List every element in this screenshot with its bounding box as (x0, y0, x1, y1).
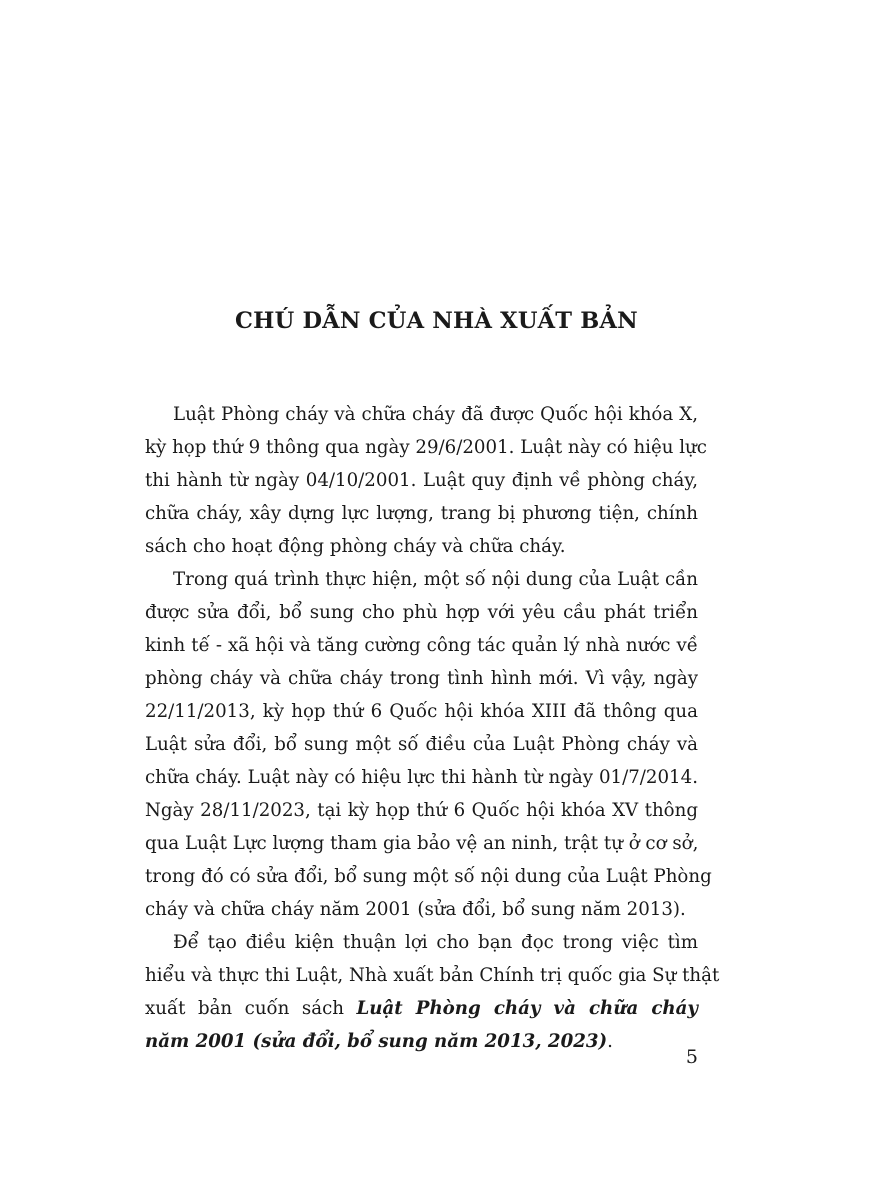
text-line: thi hành từ ngày 04/10/2001. Luật quy định về phòng cháy, (145, 470, 698, 491)
text-fragment: . (607, 1031, 613, 1052)
text-line: Ngày 28/11/2023, tại kỳ họp thứ 6 Quốc hội khóa XV thông (145, 800, 698, 821)
text-fragment: xuất bản cuốn sách (145, 998, 357, 1019)
text-line: 22/11/2013, kỳ họp thứ 6 Quốc hội khóa XIII đã thông qua (145, 701, 698, 722)
text-line: chữa cháy. Luật này có hiệu lực thi hành từ ngày 01/7/2014. (145, 767, 698, 788)
text-line: hiểu và thực thi Luật, Nhà xuất bản Chính trị quốc gia Sự thật (145, 965, 720, 986)
text-line: cháy và chữa cháy năm 2001 (sửa đổi, bổ sung năm 2013). (145, 899, 686, 920)
text-line (145, 992, 698, 1025)
text-line: Luật Phòng cháy và chữa cháy đã được Quốc hội khóa X, (173, 404, 698, 425)
text-line: Luật sửa đổi, bổ sung một số điều của Luật Phòng cháy và (145, 734, 698, 755)
text-line: trong đó có sửa đổi, bổ sung một số nội dung của Luật Phòng (145, 866, 712, 887)
page-title: CHÚ DẪN CỦA NHÀ XUẤT BẢN (235, 308, 638, 334)
page-number: 5 (685, 1046, 698, 1068)
text-line: kinh tế - xã hội và tăng cường công tác quản lý nhà nước về (145, 635, 698, 656)
body-text (145, 398, 720, 1058)
book-title: Luật Phòng cháy và chữa cháy (356, 998, 698, 1019)
text-line: được sửa đổi, bổ sung cho phù hợp với yêu cầu phát triển (145, 602, 698, 623)
text-line (145, 1025, 698, 1058)
text-line: qua Luật Lực lượng tham gia bảo vệ an ninh, trật tự ở cơ sở, (145, 833, 699, 854)
book-title: năm 2001 (sửa đổi, bổ sung năm 2013, 2023) (145, 1031, 608, 1052)
text-line: phòng cháy và chữa cháy trong tình hình mới. Vì vậy, ngày (145, 668, 698, 689)
text-line: sách cho hoạt động phòng cháy và chữa cháy. (145, 536, 566, 557)
text-line: kỳ họp thứ 9 thông qua ngày 29/6/2001. Luật này có hiệu lực (145, 437, 707, 458)
text-line: chữa cháy, xây dựng lực lượng, trang bị phương tiện, chính (145, 503, 698, 524)
text-line: Trong quá trình thực hiện, một số nội dung của Luật cần (173, 569, 698, 590)
text-line: Để tạo điều kiện thuận lợi cho bạn đọc trong việc tìm (173, 932, 698, 953)
